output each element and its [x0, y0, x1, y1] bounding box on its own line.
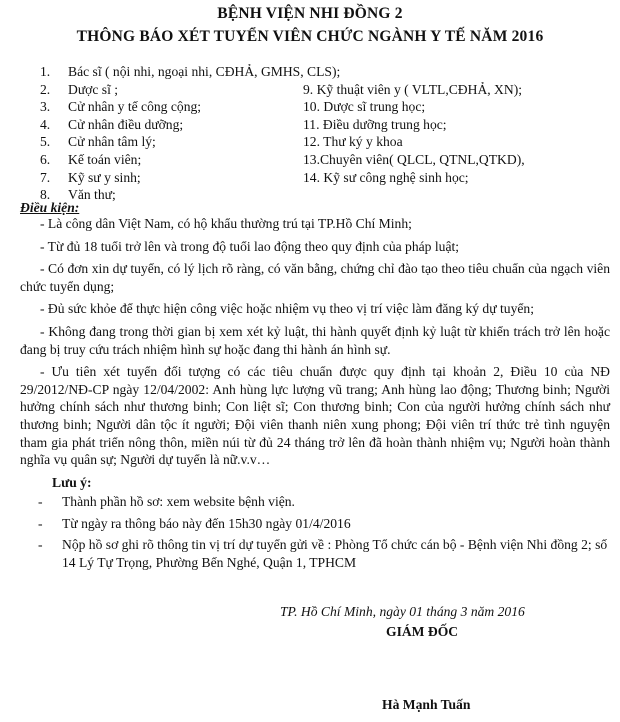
hospital-name: BỆNH VIỆN NHI ĐỒNG 2 [217, 5, 403, 22]
condition-item: - Từ đủ 18 tuổi trở lên và trong độ tuổi lao động theo quy định của pháp luật; [40, 238, 460, 254]
item-number: 4. [40, 116, 51, 132]
signer-name: Hà Mạnh Tuấn [382, 697, 471, 712]
item-text: Cử nhân tâm lý; [68, 134, 156, 150]
item-text: Dược sĩ ; [68, 81, 119, 97]
dash-bullet: - [38, 537, 43, 553]
item-text: Văn thư; [68, 187, 116, 203]
notes-list [38, 493, 610, 575]
item-text-right: 13.Chuyên viên( QLCL, QTNL,QTKD), [303, 151, 525, 167]
list-item [40, 152, 600, 170]
note-text: Từ ngày ra thông báo này đến 15h30 ngày 01/4/2016 [62, 515, 351, 531]
item-number: 3. [40, 99, 51, 115]
item-number: 2. [40, 81, 51, 97]
notes-heading: Lưu ý: [52, 475, 92, 490]
positions-list [40, 64, 600, 205]
item-number: 7. [40, 169, 51, 185]
item-text-right: 10. Dược sĩ trung học; [303, 99, 426, 115]
item-number: 1. [40, 64, 51, 79]
condition-item: - Là công dân Việt Nam, có hộ khẩu thường trú tại TP.Hồ Chí Minh; [40, 216, 412, 231]
item-number: 6. [40, 151, 51, 167]
condition-item: - Ưu tiên xét tuyển đối tượng có các tiêu chuẩn được quy định tại khoản 2, Điều 10 của NĐ 29/2012/NĐ-CP ngày 12/04/2002: Anh hùng lực lượng vũ trang; Anh hùng lao động; Thương binh; Người hưởng chính sách như thương binh; Con liệt sĩ; Con thương binh; Con của người hưởng chính sách như thương binh; Người dân tộc ít người; Đội viên thanh niên xung phong; Đội viên trí thức trẻ tình nguyện tham gia phát triển nông thôn, miền núi từ đủ 24 tháng trở lên đã hoàn thành nhiệm vụ; Người hoàn thành nghĩa vụ quân sự; Người dự tuyển là nữ.v.v… [20, 364, 610, 468]
item-text-right: 12. Thư ký y khoa [303, 134, 403, 150]
item-text-right: 14. Kỹ sư công nghệ sinh học; [303, 169, 469, 185]
list-item [40, 99, 600, 117]
notice-title: THÔNG BÁO XÉT TUYỂN VIÊN CHỨC NGÀNH Y TẾ NĂM 2016 [76, 28, 544, 45]
conditions-list [20, 215, 610, 474]
dash-bullet: - [38, 494, 43, 509]
item-text: Kế toán viên; [68, 151, 142, 167]
item-text-right: 9. Kỹ thuật viên y ( VLTL,CĐHẢ, XN); [303, 81, 522, 97]
list-item [40, 187, 600, 205]
item-number: 8. [40, 187, 51, 203]
list-item [40, 134, 600, 152]
note-text: Nộp hồ sơ ghi rõ thông tin vị trí dự tuyển gửi về : Phòng Tổ chức cán bộ - Bệnh viện Nhi đồng 2; số 14 Lý Tự Trọng, Phường Bến Nghé, Quận 1, TPHCM [62, 537, 608, 570]
item-text-right: 11. Điều dưỡng trung học; [303, 116, 447, 132]
note-item [38, 493, 610, 511]
signer-title: GIÁM ĐỐC [386, 624, 459, 639]
list-item [40, 64, 600, 82]
condition-item: - Đủ sức khỏe để thực hiện công việc hoặc nhiệm vụ theo vị trí việc làm đăng ký dự tuyển; [40, 301, 534, 317]
list-item [40, 82, 600, 100]
condition-item: - Có đơn xin dự tuyển, có lý lịch rõ ràng, có văn bằng, chứng chỉ đào tạo theo tiêu chuẩn của ngạch viên chức tuyển dụng; [20, 261, 610, 294]
note-text: Thành phần hồ sơ: xem website bệnh viện. [62, 494, 295, 509]
conditions-heading: Điều kiện: [20, 200, 80, 215]
condition-item: - Không đang trong thời gian bị xem xét kỷ luật, thi hành quyết định kỷ luật từ khiển trách trở lên hoặc đang bị truy cứu trách nhiệm hình sự hoặc đang thi hành án hình sự. [20, 323, 610, 357]
list-item [40, 117, 600, 135]
item-text: Cử nhân điều dưỡng; [68, 116, 184, 132]
item-text: Bác sĩ ( nội nhi, ngoại nhi, CĐHẢ, GMHS, CLS); [68, 64, 341, 79]
note-item [38, 515, 610, 533]
list-item [40, 170, 600, 188]
item-text: Kỹ sư y sinh; [68, 169, 141, 185]
note-item [38, 536, 610, 571]
dash-bullet: - [38, 515, 43, 531]
item-text: Cử nhân y tế công cộng; [68, 99, 202, 115]
item-number: 5. [40, 134, 51, 150]
signature-date: TP. Hồ Chí Minh, ngày 01 tháng 3 năm 2016 [280, 604, 525, 619]
